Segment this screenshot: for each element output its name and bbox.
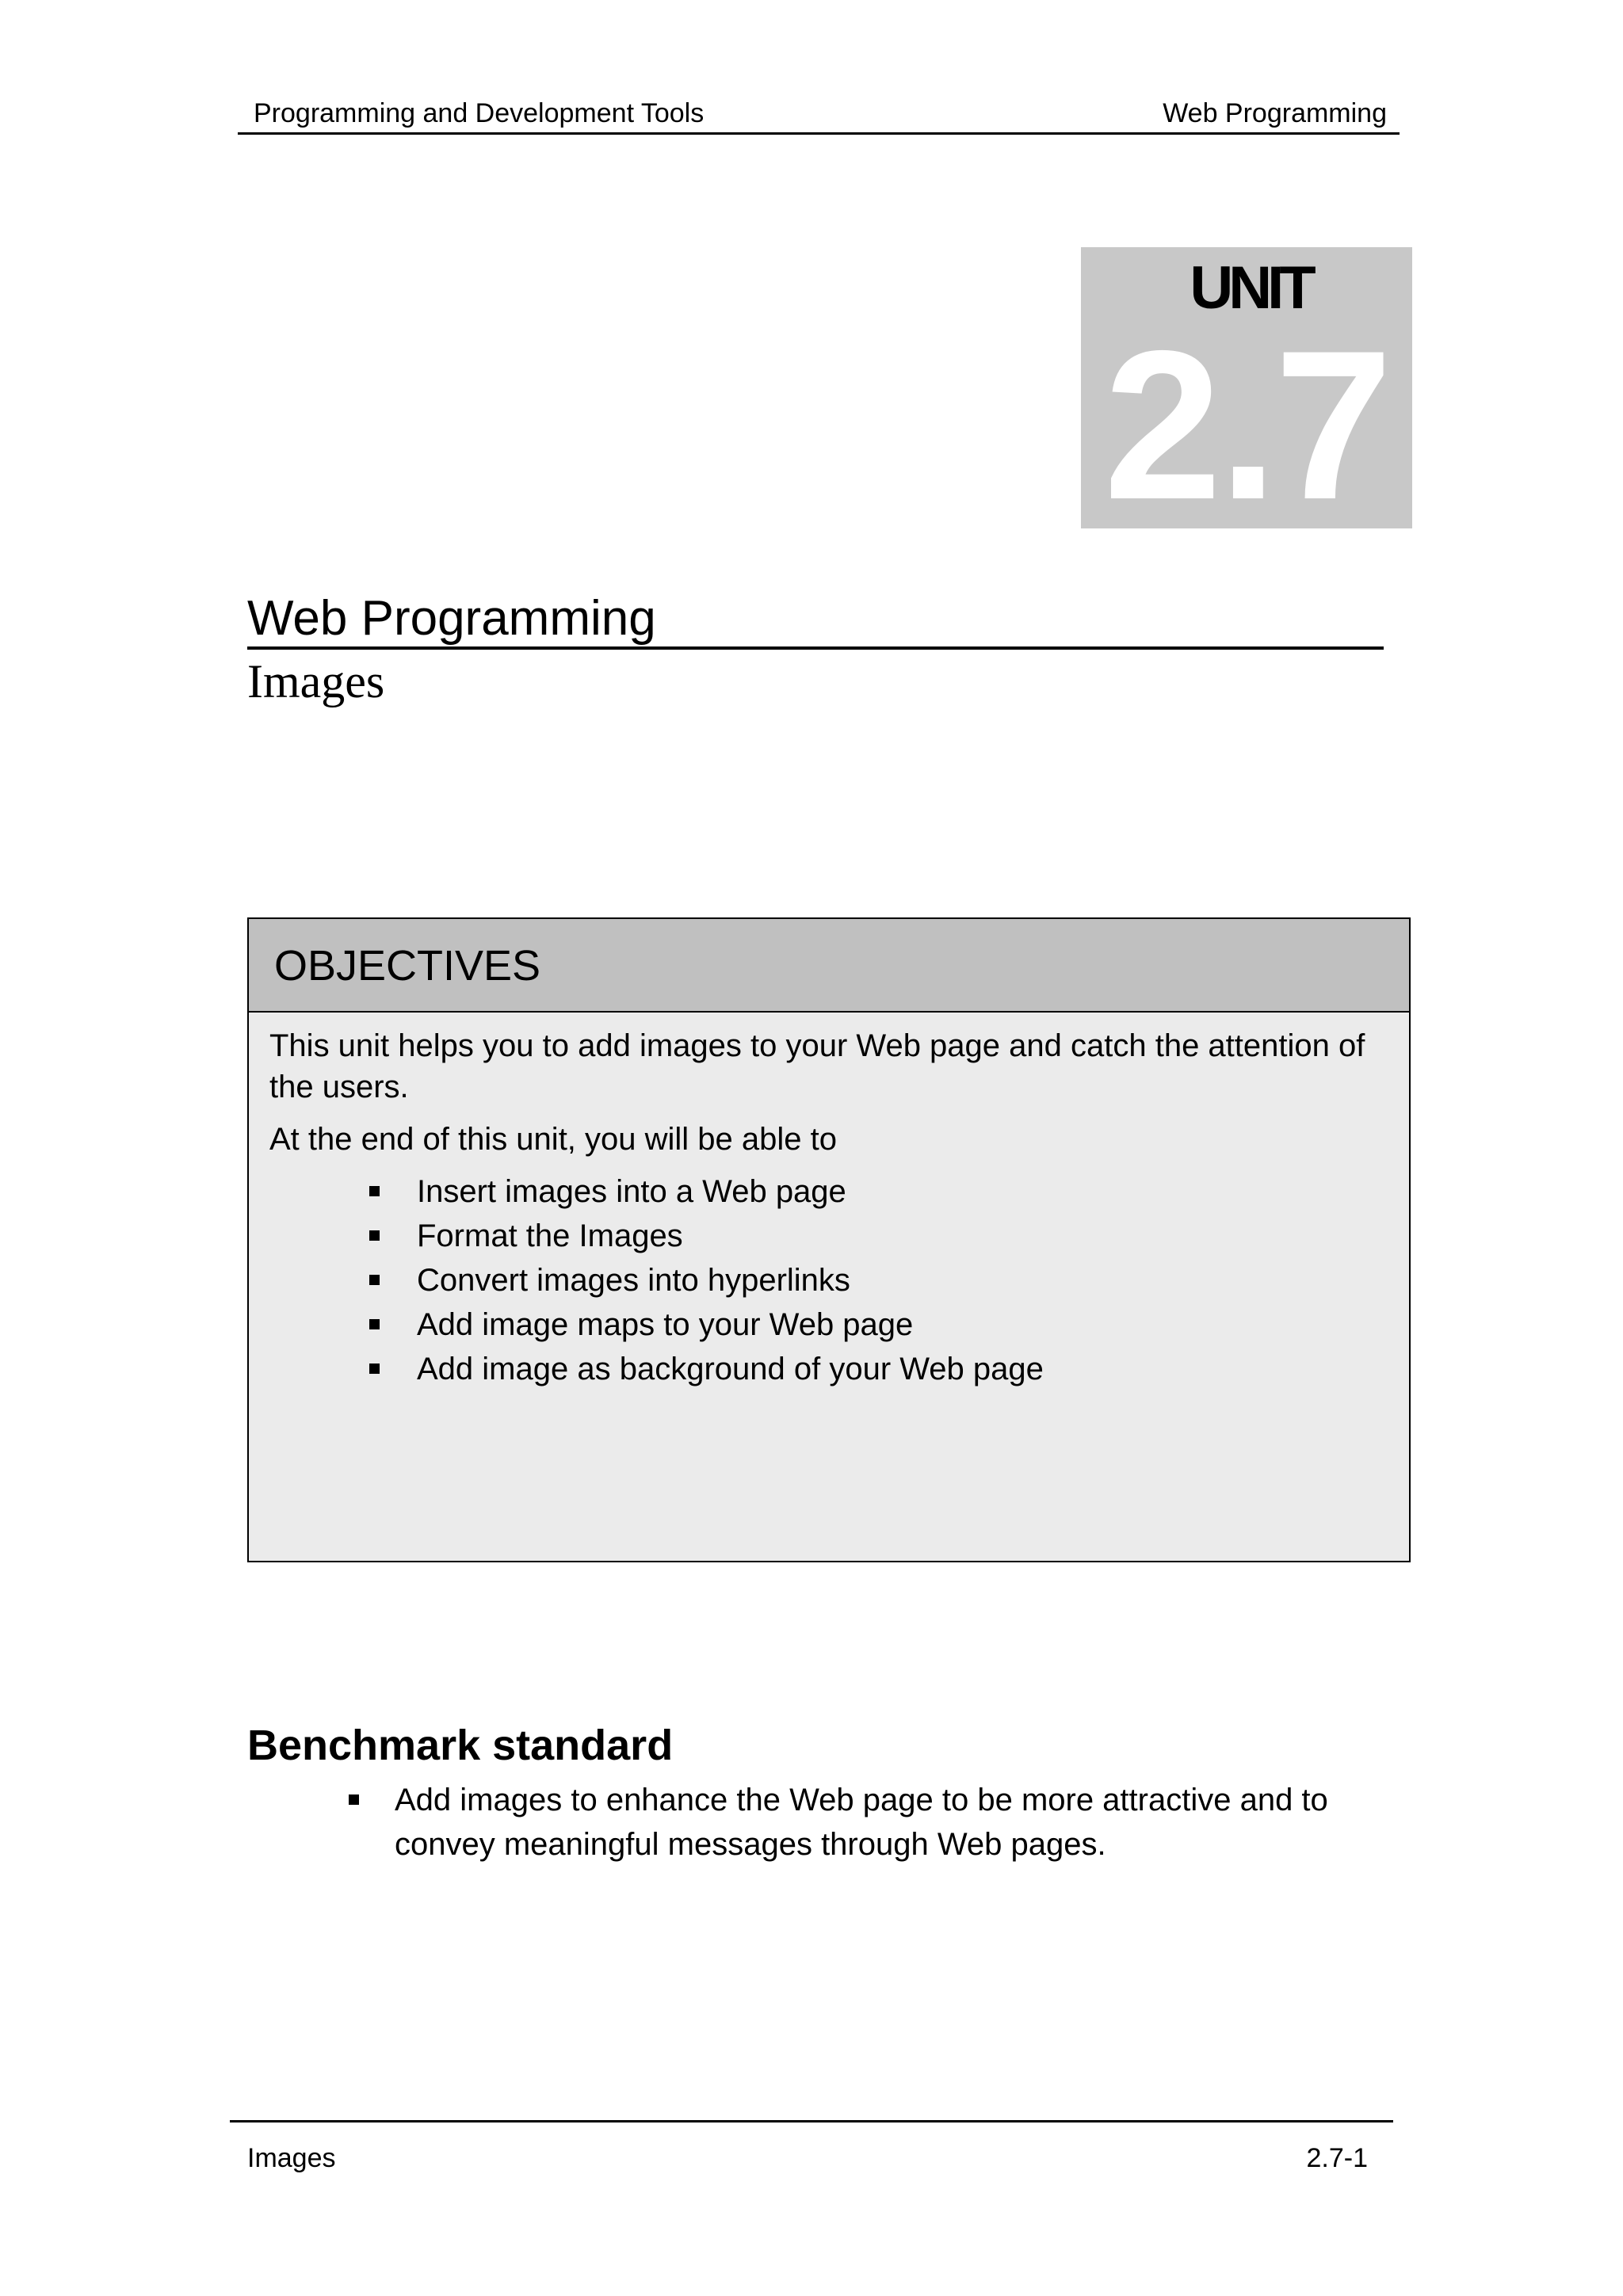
benchmark-item: [395, 1778, 1401, 1867]
running-header: [238, 93, 1400, 135]
objective-item: [417, 1302, 1388, 1347]
objectives-intro: This unit helps you to add images to your Web page and catch the attention of the users.: [269, 1028, 1365, 1104]
benchmark-text: Add images to enhance the Web page to be more attractive and to convey meaningful messages through Web pages.: [395, 1783, 1328, 1862]
unit-badge: [1081, 247, 1412, 528]
unit-label: UNIT: [1190, 254, 1312, 322]
objective-text: Add image as background of your Web page: [417, 1352, 1044, 1386]
objective-text: Add image maps to your Web page: [417, 1307, 914, 1342]
objectives-body: [249, 1013, 1409, 1391]
square-bullet-icon: [369, 1319, 380, 1329]
square-bullet-icon: [369, 1230, 380, 1241]
objectives-list: [269, 1169, 1388, 1391]
benchmark-list: [395, 1778, 1401, 1867]
objective-text: Format the Images: [417, 1219, 683, 1253]
square-bullet-icon: [369, 1186, 380, 1196]
unit-title: Images: [247, 655, 385, 707]
header-left-text: Programming and Development Tools: [254, 98, 705, 128]
objective-item: [417, 1169, 1388, 1214]
square-bullet-icon: [349, 1794, 359, 1805]
benchmark-heading: Benchmark standard: [247, 1722, 674, 1769]
unit-number: 2.7: [1103, 306, 1390, 528]
objectives-heading: OBJECTIVES: [249, 919, 1409, 1013]
header-right-text: Web Programming: [1163, 98, 1387, 128]
objective-item: [417, 1258, 1388, 1302]
objective-text: Convert images into hyperlinks: [417, 1263, 850, 1298]
objectives-lead: At the end of this unit, you will be able to: [269, 1122, 837, 1157]
footer-left-text: Images: [247, 2143, 336, 2173]
running-footer: [230, 2120, 1393, 2173]
objectives-box: [247, 917, 1411, 1562]
objective-item: [417, 1347, 1388, 1391]
square-bullet-icon: [369, 1363, 380, 1374]
objective-item: [417, 1214, 1388, 1258]
square-bullet-icon: [369, 1275, 380, 1285]
course-title: Web Programming: [247, 591, 1384, 650]
objective-text: Insert images into a Web page: [417, 1174, 846, 1209]
page-number: 2.7-1: [1306, 2143, 1368, 2173]
